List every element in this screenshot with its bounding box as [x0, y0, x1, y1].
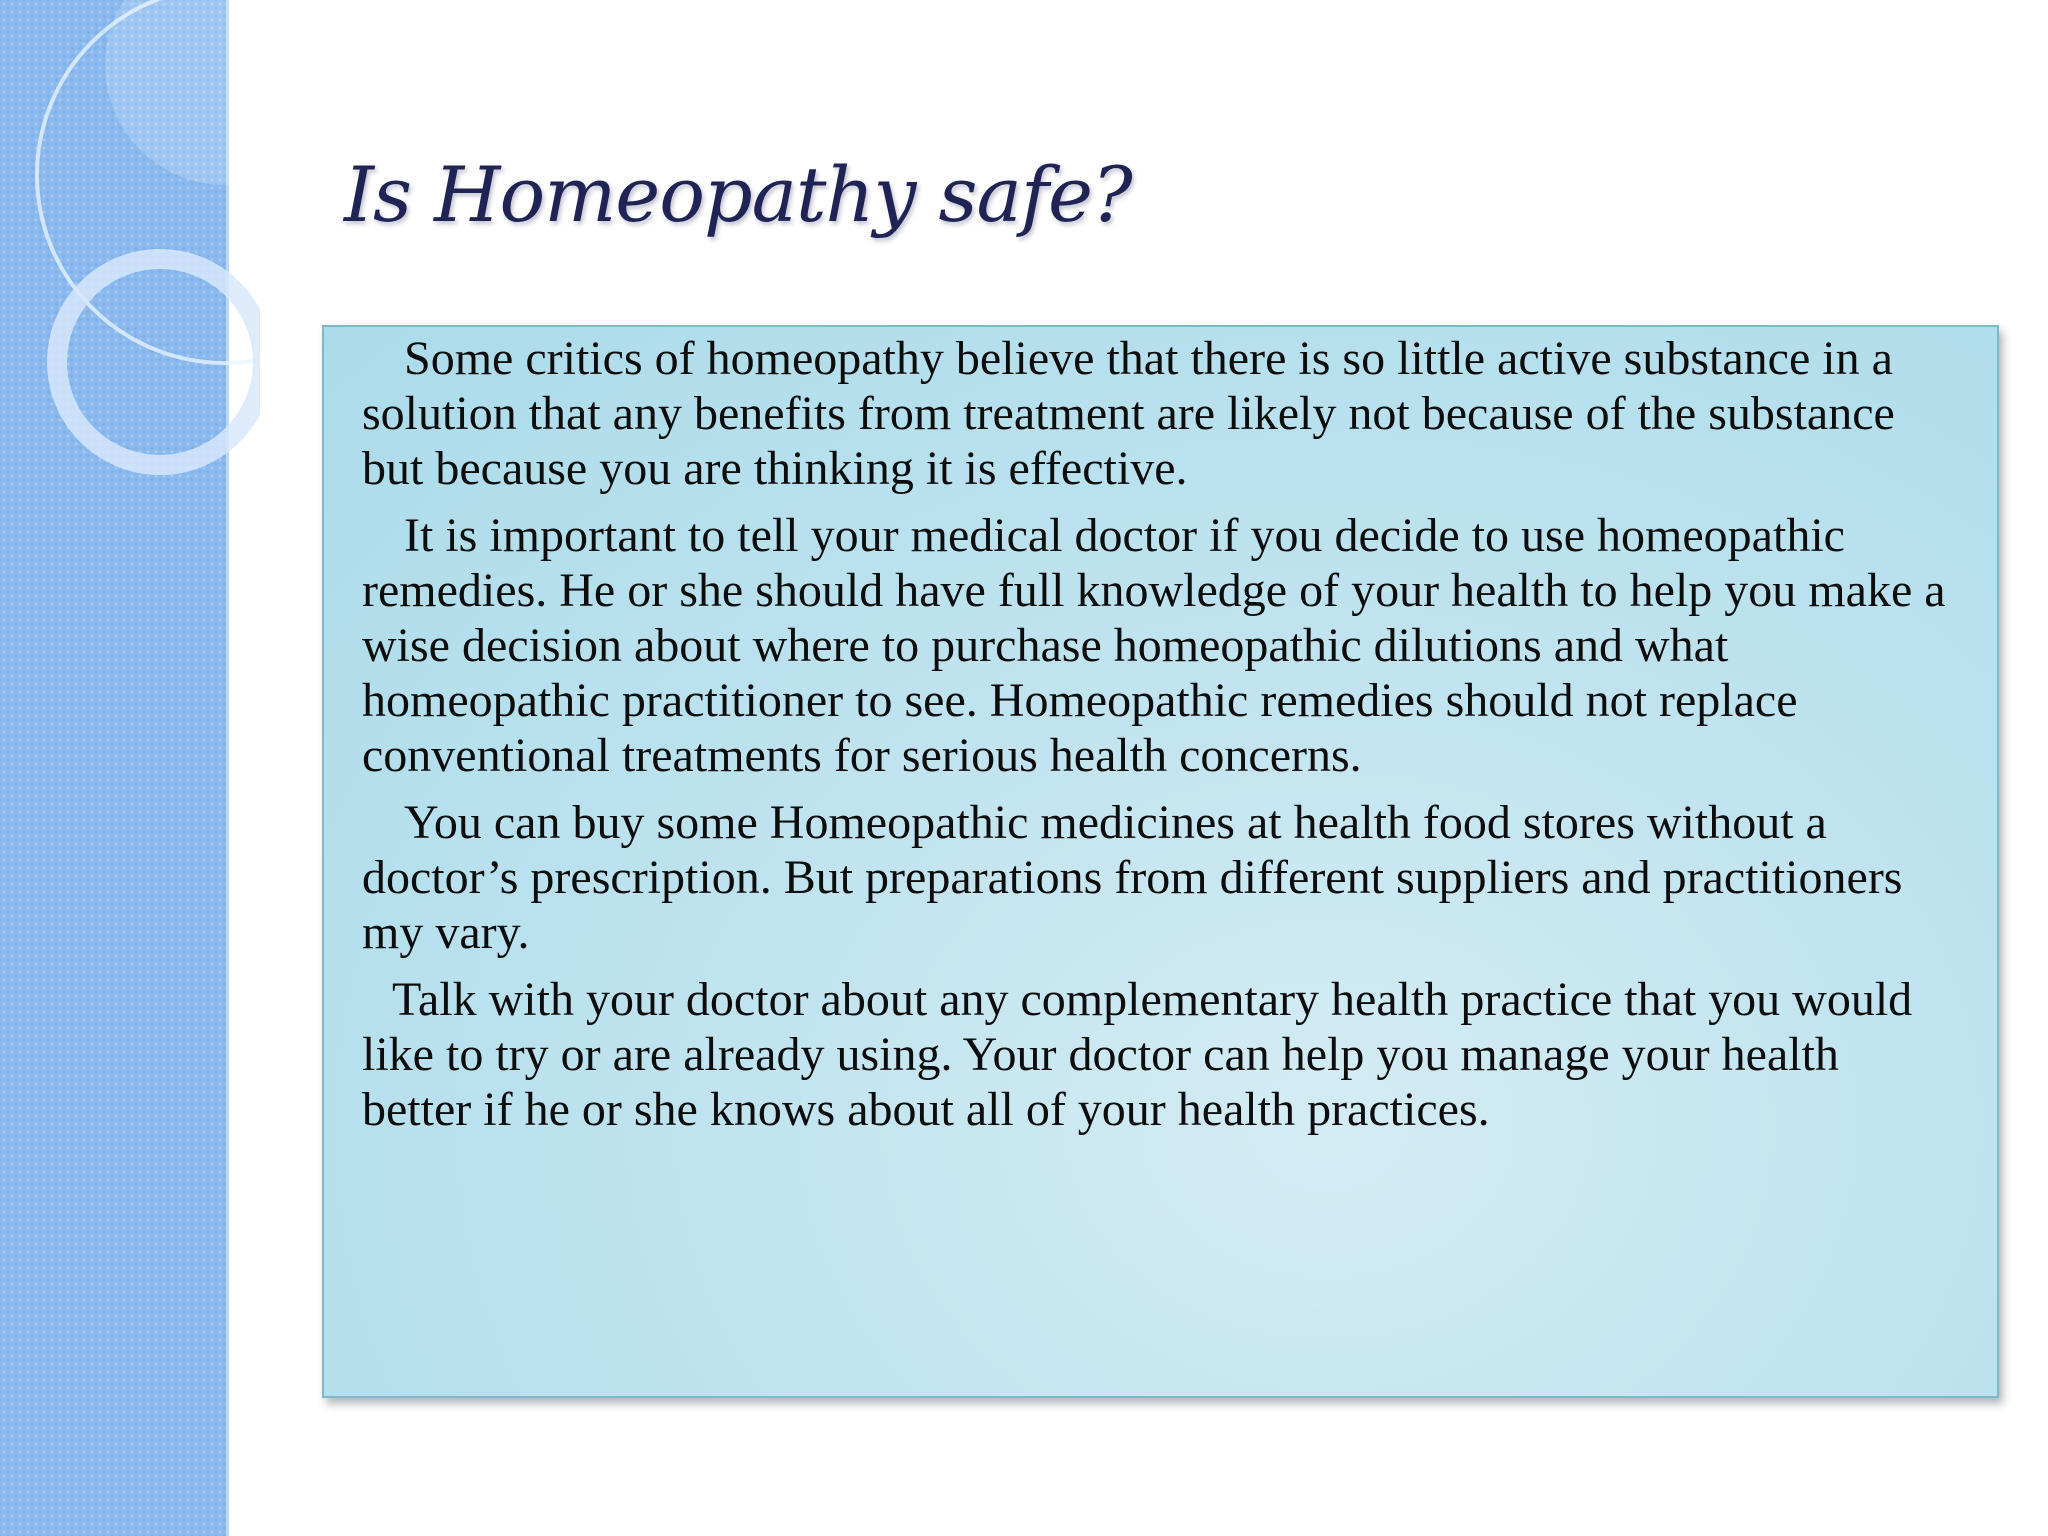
paragraph-talk-with-doctor: Talk with your doctor about any complementary health practice that you would like to try or are already using. Your doctor can help you manage your health better if he or she knows about all of your health practices. [362, 973, 1913, 1136]
slide-title: Is Homeopathy safe? [344, 150, 1132, 239]
content-box [322, 325, 1999, 1398]
paragraph-buy-medicines: You can buy some Homeopathic medicines at health food stores without a doctor’s prescription. But preparations from different suppliers and practitioners my vary. [362, 796, 1903, 959]
paragraph-critics: Some critics of homeopathy believe that there is so little active substance in a solution that any benefits from treatment are likely not because of the substance but because you are thinking it is effective. [362, 332, 1895, 495]
large-circle-fill [105, 0, 260, 185]
paragraph-tell-doctor: It is important to tell your medical doctor if you decide to use homeopathic remedies. He or she should have full knowledge of your health to help you make a wise decision about where to purchase homeopathic dilutions and what homeopathic practitioner to see. Homeopathic remedies should not replace conventional treatments for serious health concerns. [362, 509, 1946, 782]
decorative-circles [0, 0, 260, 520]
